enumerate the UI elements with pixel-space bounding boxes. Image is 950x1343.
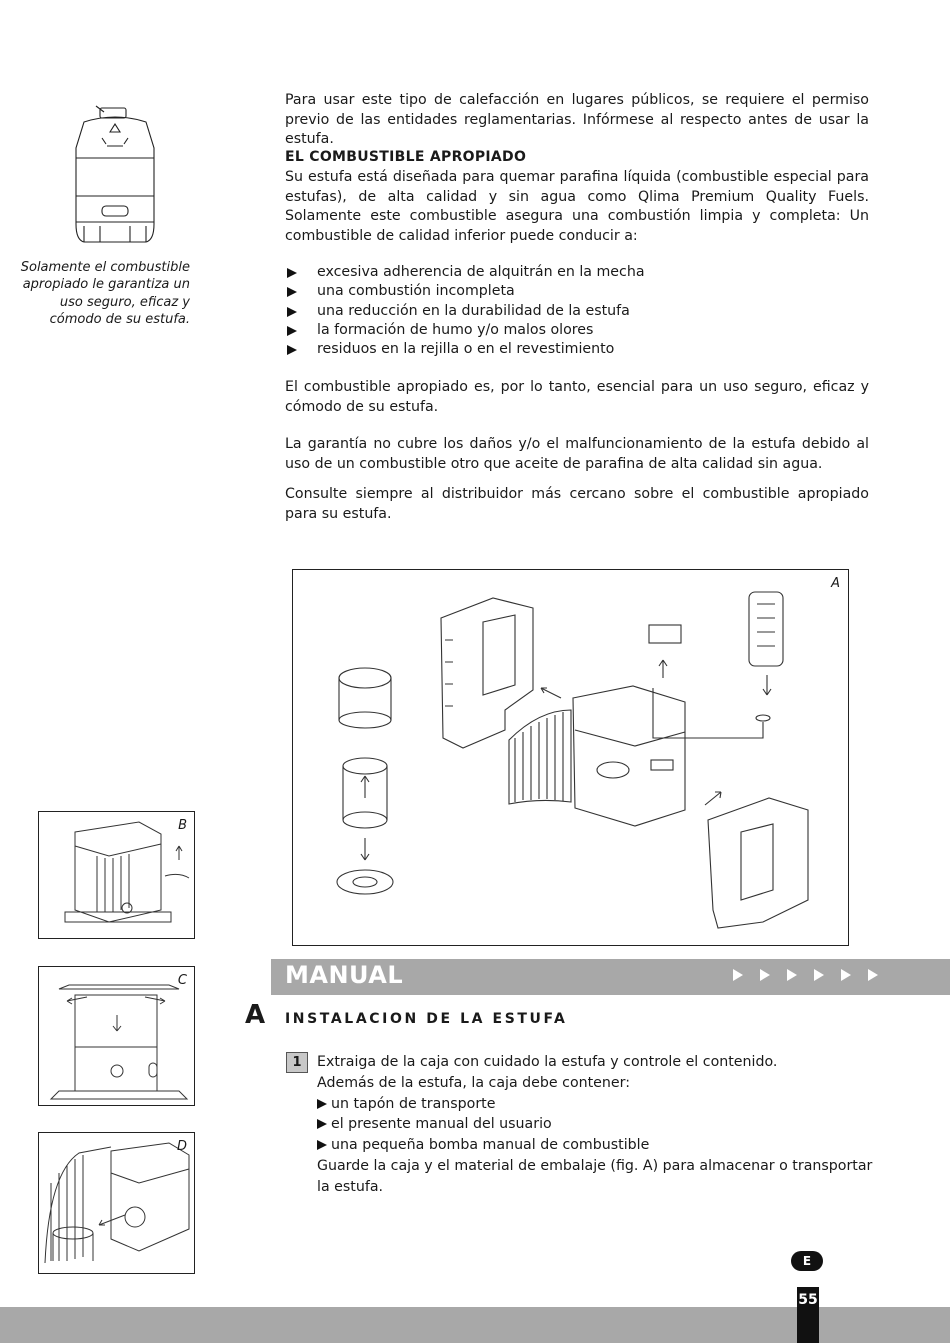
fuel-paragraph: Su estufa está diseñada para quemar parafina líquida (combustible especial para estufas), de alta calidad y sin agua como Qlima Premium Quality Fuels. Solamente este combustible asegura una combustión limpia y completa: Un combustible de calidad inferior puede conducir a:: [285, 169, 869, 244]
step-line-2: Además de la estufa, la caja debe contener:: [317, 1074, 630, 1091]
figure-c: [38, 966, 195, 1106]
arrow-right-icon: [814, 969, 824, 981]
fuel-heading: EL COMBUSTIBLE APROPIADO: [285, 149, 527, 165]
manual-bar-arrows: [733, 969, 878, 981]
fuel-paragraph-4: Consulte siempre al distribuidor más cercano sobre el combustible apropiado para su estufa.: [285, 486, 869, 522]
list-item: excesiva adherencia de alquitrán en la mecha: [285, 263, 645, 282]
heater-burner-removal-drawing: [39, 1133, 194, 1273]
list-item: un tapón de transporte: [317, 1094, 877, 1115]
triangle-bullet-icon: [287, 345, 297, 355]
fuel-paragraph-2: El combustible apropiado es, por lo tanto, esencial para un uso seguro, eficaz y cómodo de su estufa.: [285, 379, 869, 415]
step-number-badge: 1: [286, 1052, 308, 1073]
triangle-bullet-icon: [317, 1119, 327, 1129]
language-badge: E: [791, 1251, 823, 1271]
list-item: una reducción en la durabilidad de la estufa: [285, 302, 645, 321]
triangle-bullet-icon: [317, 1099, 327, 1109]
figure-d-label: D: [176, 1139, 187, 1154]
triangle-bullet-icon: [287, 326, 297, 336]
figure-d: [38, 1132, 195, 1274]
intro-paragraph: Para usar este tipo de calefacción en lugares públicos, se requiere el permiso previo de las entidades reglamentarias. Infórmese al respecto antes de usar la estufa.: [285, 92, 869, 147]
triangle-bullet-icon: [287, 307, 297, 317]
arrow-right-icon: [841, 969, 851, 981]
figure-c-label: C: [177, 973, 187, 988]
triangle-bullet-icon: [287, 268, 297, 278]
fuel-bullet-list: [285, 263, 645, 359]
triangle-bullet-icon: [317, 1140, 327, 1150]
figure-a-exploded-view: [292, 569, 849, 946]
exploded-heater-drawing: [293, 570, 848, 945]
arrow-right-icon: [868, 969, 878, 981]
section-letter: A: [245, 1000, 266, 1030]
list-item: la formación de humo y/o malos olores: [285, 321, 645, 340]
manual-section-bar: [271, 959, 950, 995]
list-item: una combustión incompleta: [285, 282, 645, 301]
manual-title: MANUAL: [285, 961, 404, 989]
step-line-1: Extraiga de la caja con cuidado la estufa y controle el contenido.: [317, 1054, 778, 1070]
fuel-caption: Solamente el combustible apropiado le garantiza un uso seguro, eficaz y cómodo de su estufa.: [20, 260, 190, 327]
step-text: [317, 1052, 877, 1198]
list-item: una pequeña bomba manual de combustible: [317, 1135, 877, 1156]
figure-b-label: B: [178, 818, 187, 833]
triangle-bullet-icon: [287, 287, 297, 297]
list-item: el presente manual del usuario: [317, 1114, 877, 1135]
page-number: 55: [797, 1287, 819, 1343]
step-line-3: Guarde la caja y el material de embalaje (fig. A) para almacenar o transportar la estufa.: [317, 1157, 873, 1195]
figure-a-label: A: [831, 576, 840, 591]
section-title: INSTALACION DE LA ESTUFA: [285, 1011, 568, 1027]
list-item: residuos en la rejilla o en el revestimiento: [285, 340, 645, 359]
arrow-right-icon: [787, 969, 797, 981]
fuel-jerrycan-illustration: [70, 104, 160, 246]
fuel-paragraph-3: La garantía no cubre los daños y/o el malfuncionamiento de la estufa debido al uso de un combustible otro que aceite de parafina de alta calidad sin agua.: [285, 436, 869, 472]
arrow-right-icon: [760, 969, 770, 981]
heater-top-drawing: [39, 967, 194, 1105]
figure-b: [38, 811, 195, 939]
arrow-right-icon: [733, 969, 743, 981]
heater-front-drawing: [39, 812, 194, 938]
